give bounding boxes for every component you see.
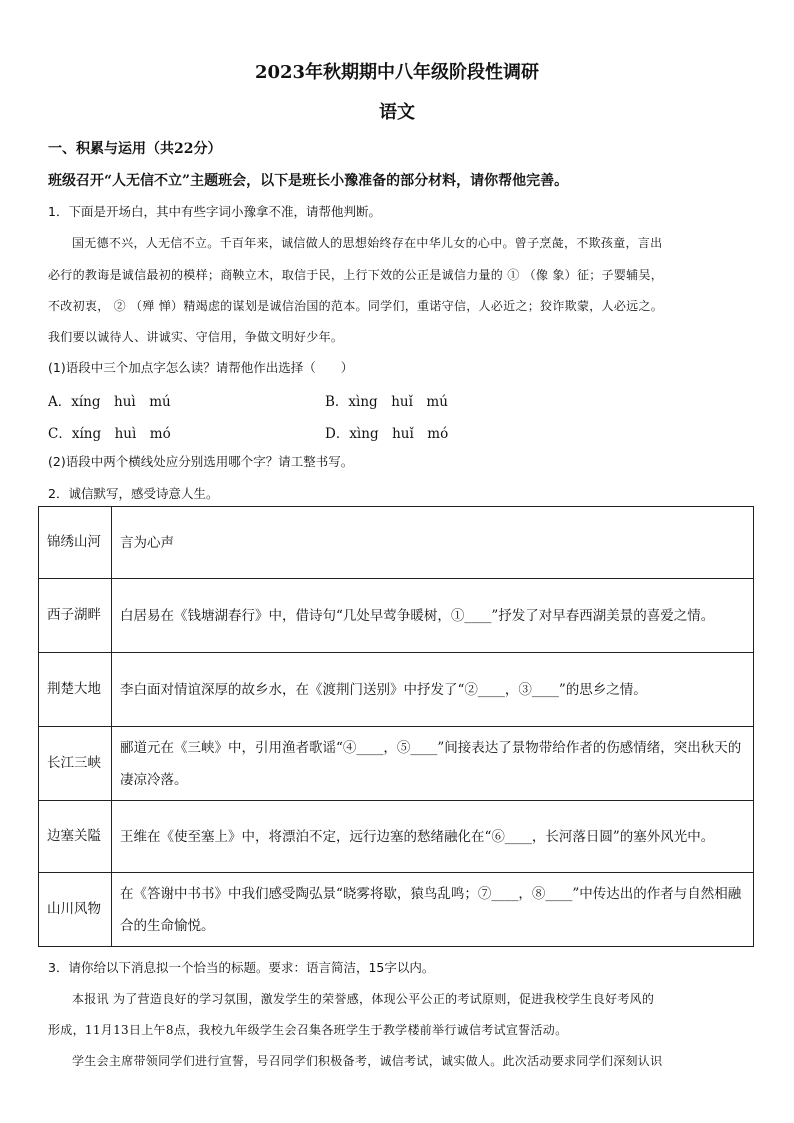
- page-title: 2023年秋期期中八年级阶段性调研: [254, 62, 540, 83]
- row-content: 郦道元在《三峡》中，引用渔者歌谣“④____，⑤____”间接表达了景物带给作者的伤感情绪，突出秋天的凄凉冷落。: [112, 727, 754, 801]
- question-2-stem: 2．诚信默写，感受诗意人生。: [48, 486, 219, 501]
- row-label: 锦绣山河: [39, 507, 112, 579]
- question-1-stem: 1．下面是开场白，其中有些字词小豫拿不准，请帮他判断。: [48, 204, 381, 219]
- section-heading: 一、积累与运用（共22分）: [48, 141, 222, 157]
- table-row: [39, 653, 754, 727]
- table-row: [39, 727, 754, 801]
- row-label: 西子湖畔: [39, 579, 112, 653]
- question-3-stem: 3．请你给以下消息拟一个恰当的标题。要求：语言简洁，15字以内。: [48, 960, 435, 975]
- row-content: 白居易在《钱塘湖春行》中，借诗句“几处早莺争暖树，①____”抒发了对早春西湖美景的喜爱之情。: [112, 579, 754, 653]
- q1-passage-line: 不改初衷， ② （殚 惮）精竭虑的谋划是诚信治国的范本。同学们，重诺守信，人必近之；狡诈欺蒙，人必远之。: [48, 299, 664, 313]
- subject-title: 语文: [379, 102, 415, 123]
- q1-passage-line: 我们要以诚待人、讲诚实、守信用，争做文明好少年。: [48, 330, 344, 344]
- q1-passage-line: 必行的教诲是诚信最初的模样；商鞅立木，取信于民，上行下效的公正是诚信力量的 ① （像 象）征；子婴辅吴，: [48, 268, 664, 282]
- q3-passage-line: 学生会主席带领同学们进行宣誓，号召同学们积极备考，诚信考试，诚实做人。此次活动要求同学们深刻认识: [72, 1054, 663, 1068]
- poem-table: [38, 506, 754, 947]
- section-intro: 班级召开“人无信不立”主题班会，以下是班长小豫准备的部分材料，请你帮他完善。: [48, 173, 569, 189]
- row-label: 长江三峡: [39, 727, 112, 801]
- q3-passage-line: 本报讯 为了营造良好的学习氛围，激发学生的荣誉感，体现公平公正的考试原则，促进我校学生良好考风的: [72, 992, 655, 1006]
- row-content: 在《答谢中书书》中我们感受陶弘景“晓雾将歇，猿鸟乱鸣；⑦____，⑧____”中传达出的作者与自然相融合的生命愉悦。: [112, 873, 754, 947]
- table-row: [39, 873, 754, 947]
- option-d: D．xìng huǐ mó: [325, 426, 449, 442]
- row-label: 山川风物: [39, 873, 112, 947]
- q1-sub2: (2)语段中两个横线处应分别选用哪个字？请工整书写。: [48, 454, 354, 469]
- row-label: 边塞关隘: [39, 801, 112, 873]
- table-row: [39, 801, 754, 873]
- q3-passage-line: 形成，11月13日上午8点，我校九年级学生会召集各班学生于教学楼前举行诚信考试宣誓活动。: [48, 1023, 568, 1037]
- option-b: B．xìng huǐ mú: [325, 394, 448, 410]
- table-row: [39, 507, 754, 579]
- option-c: C．xíng huì mó: [48, 426, 171, 442]
- row-label: 荆楚大地: [39, 653, 112, 727]
- row-content: 言为心声: [112, 507, 754, 579]
- row-content: 李白面对情谊深厚的故乡水，在《渡荆门送别》中抒发了“②____，③____”的思乡之情。: [112, 653, 754, 727]
- table-row: [39, 579, 754, 653]
- q1-passage-line: 国无德不兴，人无信不立。千百年来，诚信做人的思想始终存在中华儿女的心中。曾子烹彘，不欺孩童，言出: [72, 236, 663, 250]
- option-a: A．xíng huì mú: [48, 394, 171, 410]
- q1-sub1: (1)语段中三个加点字怎么读？请帮他作出选择（ ）: [48, 360, 354, 375]
- row-content: 王维在《使至塞上》中，将漂泊不定，远行边塞的愁绪融化在“⑥____，长河落日圆”的塞外风光中。: [112, 801, 754, 873]
